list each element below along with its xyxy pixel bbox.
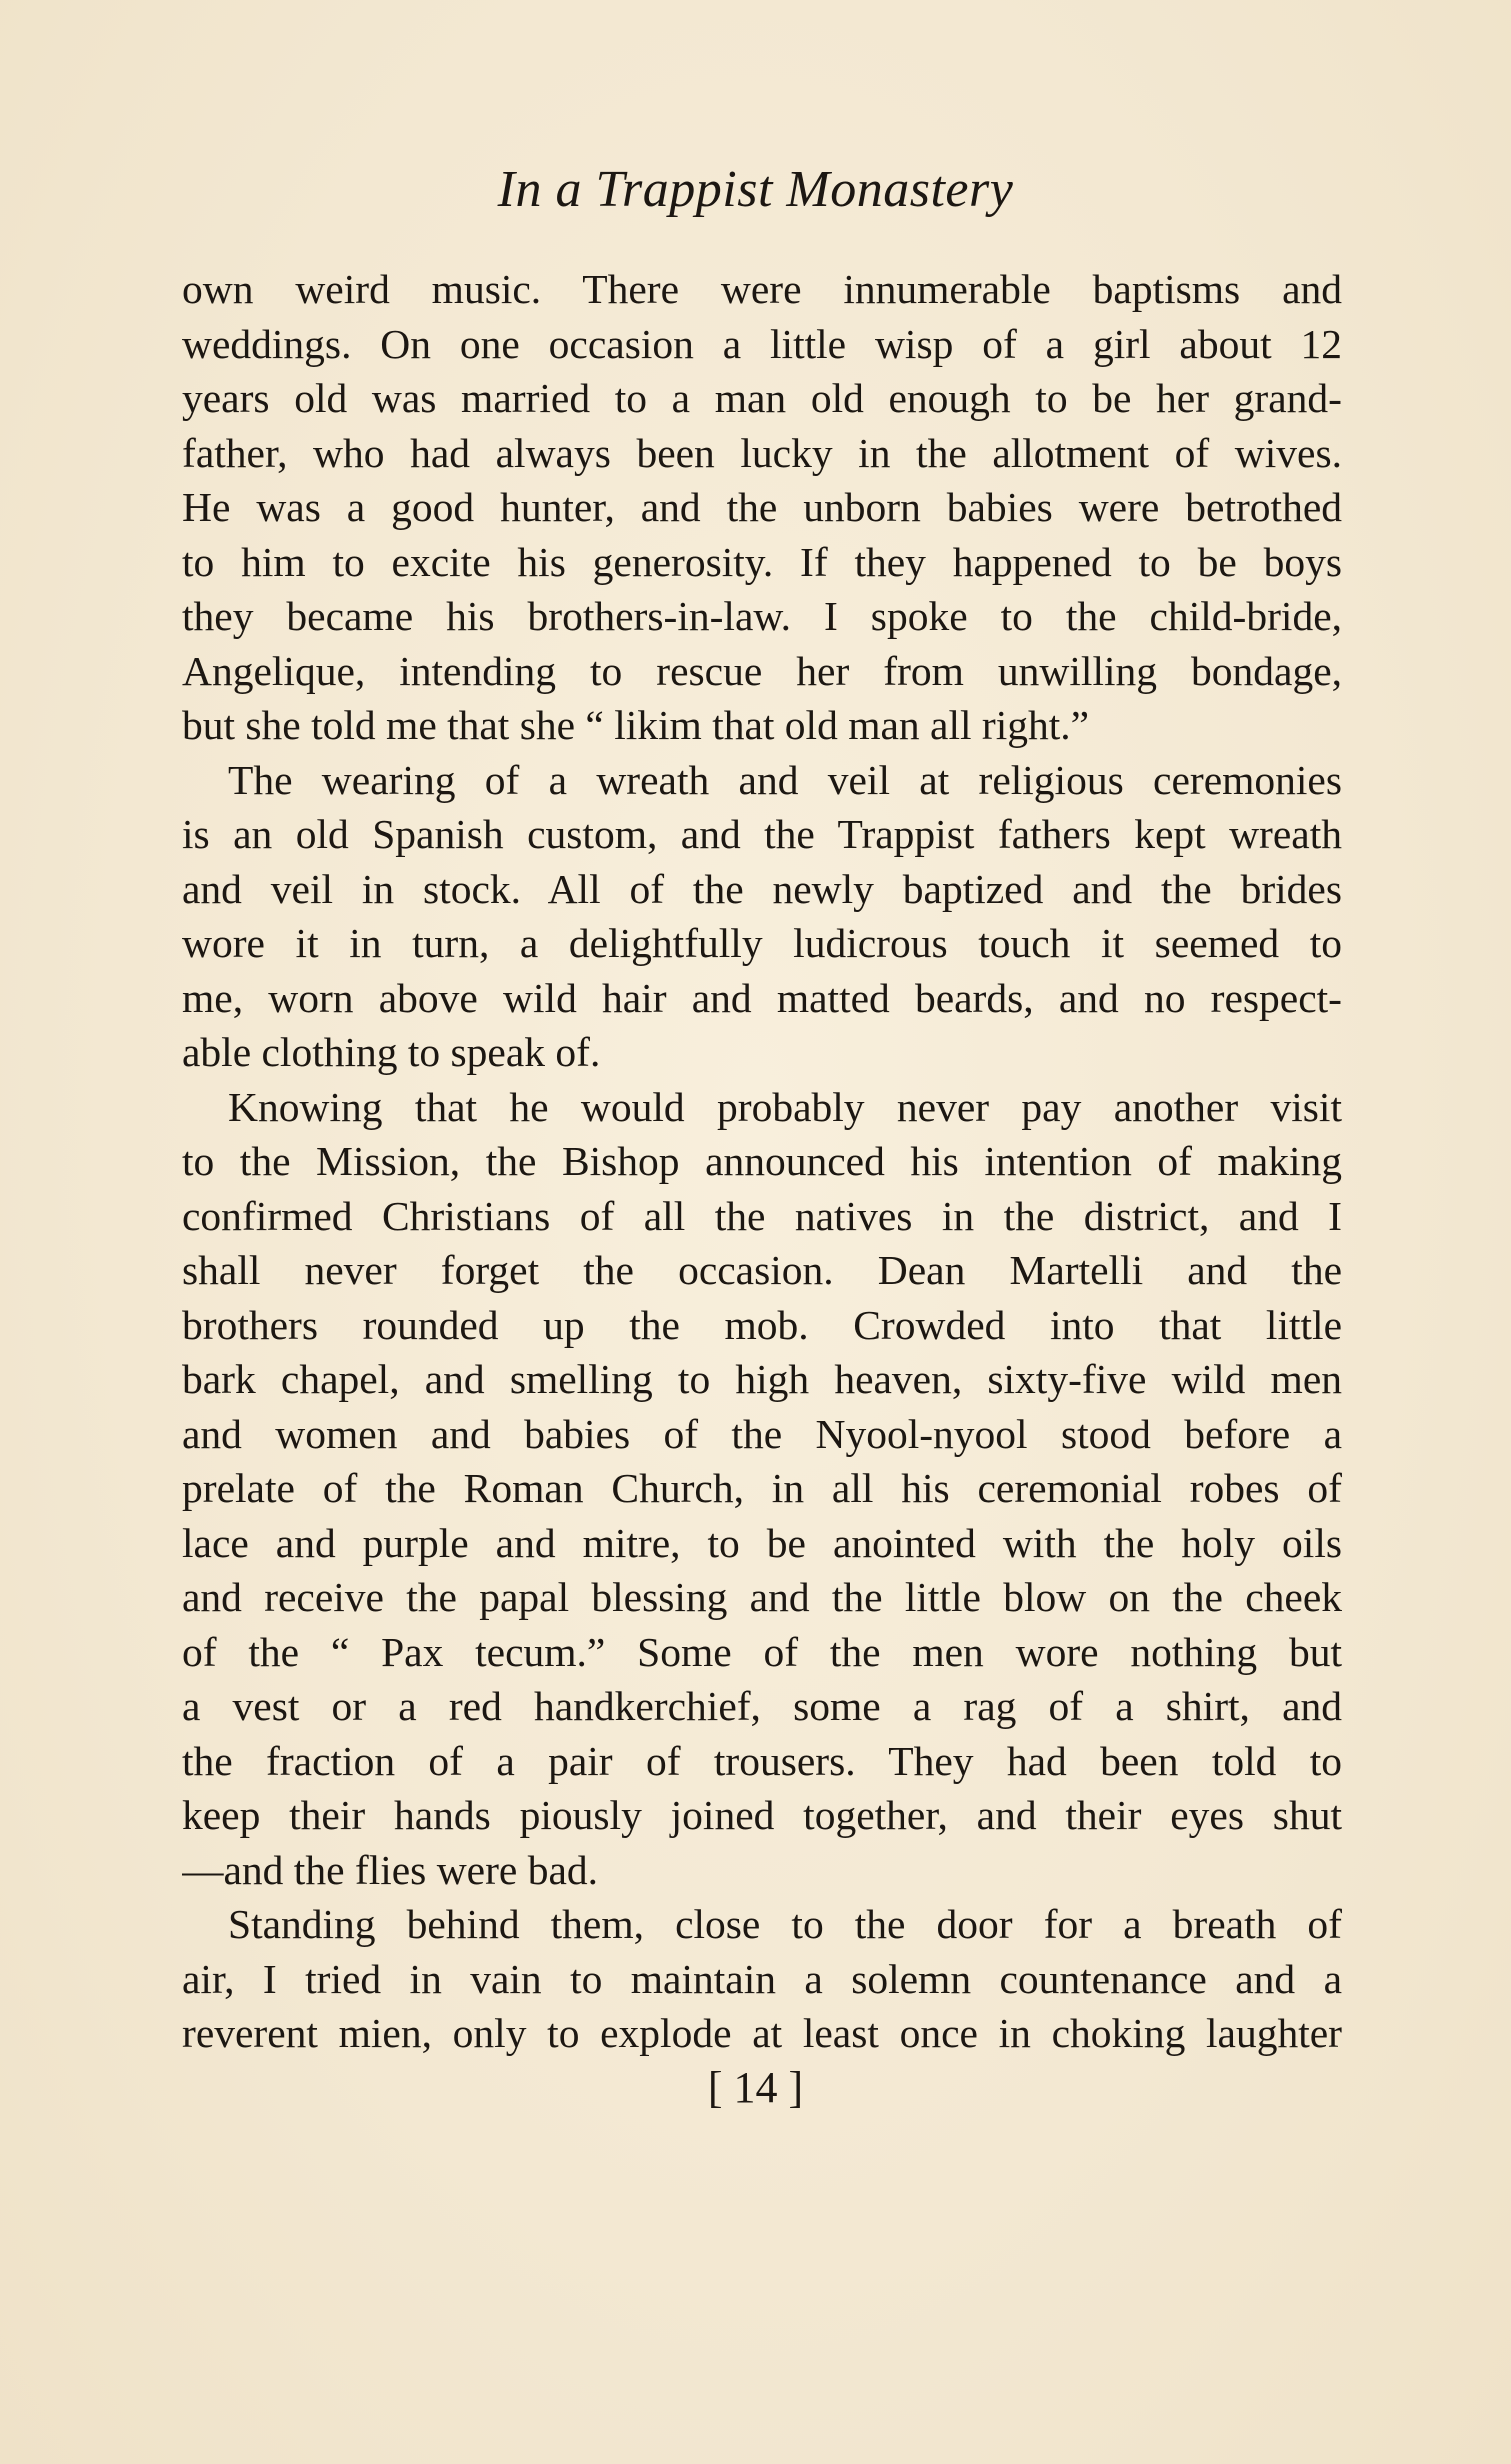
- text-line: they became his brothers-in-law. I spoke to the child-bride,: [182, 593, 1342, 639]
- text-line: confirmed Christians of all the natives in the district, and I: [182, 1192, 1342, 1239]
- paragraph: [182, 1080, 1342, 1898]
- text-line: is an old Spanish custom, and the Trappist fathers kept wreath: [182, 811, 1342, 857]
- text-line: Angelique, intending to rescue her from unwilling bondage,: [182, 647, 1342, 694]
- text-line: shall never forget the occasion. Dean Martelli and the: [182, 1247, 1342, 1293]
- running-header: In a Trappist Monastery: [497, 161, 1014, 218]
- text-line: —and the flies were bad.: [182, 1846, 598, 1893]
- text-line: father, who had always been lucky in the allotment of wives.: [182, 429, 1342, 476]
- text-line: prelate of the Roman Church, in all his ceremonial robes of: [182, 1465, 1342, 1511]
- text-line: keep their hands piously joined together, and their eyes shut: [182, 1792, 1342, 1838]
- text-line: own weird music. There were innumerable baptisms and: [182, 266, 1342, 312]
- text-line: of the “ Pax tecum.” Some of the men wore nothing but: [182, 1628, 1342, 1675]
- page-number: [ 14 ]: [707, 2063, 804, 2112]
- text-line: but she told me that she “ likim that old man all right.”: [182, 702, 1090, 748]
- text-line: and receive the papal blessing and the little blow on the cheek: [182, 1574, 1342, 1620]
- text-line: He was a good hunter, and the unborn babies were betrothed: [182, 484, 1342, 530]
- text-line: lace and purple and mitre, to be anointed with the holy oils: [182, 1519, 1342, 1566]
- text-line: brothers rounded up the mob. Crowded into that little: [182, 1301, 1342, 1348]
- body-text: [182, 262, 1342, 2061]
- text-line: me, worn above wild hair and matted beards, and no respect-: [182, 974, 1342, 1021]
- text-line: air, I tried in vain to maintain a solemn countenance and a: [182, 1955, 1342, 2002]
- paragraph: [182, 262, 1342, 753]
- text-line: to him to excite his generosity. If they happened to be boys: [182, 538, 1342, 585]
- text-line: wore it in turn, a delightfully ludicrous touch it seemed to: [182, 920, 1342, 966]
- text-line: and veil in stock. All of the newly baptized and the brides: [182, 865, 1342, 912]
- text-line: and women and babies of the Nyool-nyool stood before a: [182, 1410, 1342, 1457]
- paragraph: [182, 1897, 1342, 2061]
- text-line: able clothing to speak of.: [182, 1029, 601, 1075]
- text-line: Knowing that he would probably never pay another visit: [228, 1083, 1342, 1130]
- text-line: Standing behind them, close to the door for a breath of: [228, 1901, 1342, 1947]
- text-line: the fraction of a pair of trousers. They had been told to: [182, 1737, 1342, 1784]
- text-line: years old was married to a man old enough to be her grand-: [182, 375, 1342, 421]
- text-line: The wearing of a wreath and veil at religious ceremonies: [228, 756, 1342, 803]
- text-line: reverent mien, only to explode at least once in choking laughter: [182, 2010, 1342, 2056]
- text-line: to the Mission, the Bishop announced his intention of making: [182, 1138, 1342, 1184]
- text-line: bark chapel, and smelling to high heaven, sixty-five wild men: [182, 1356, 1342, 1402]
- text-line: weddings. On one occasion a little wisp of a girl about 12: [182, 320, 1342, 367]
- paragraph: [182, 753, 1342, 1080]
- text-line: a vest or a red handkerchief, some a rag of a shirt, and: [182, 1683, 1342, 1729]
